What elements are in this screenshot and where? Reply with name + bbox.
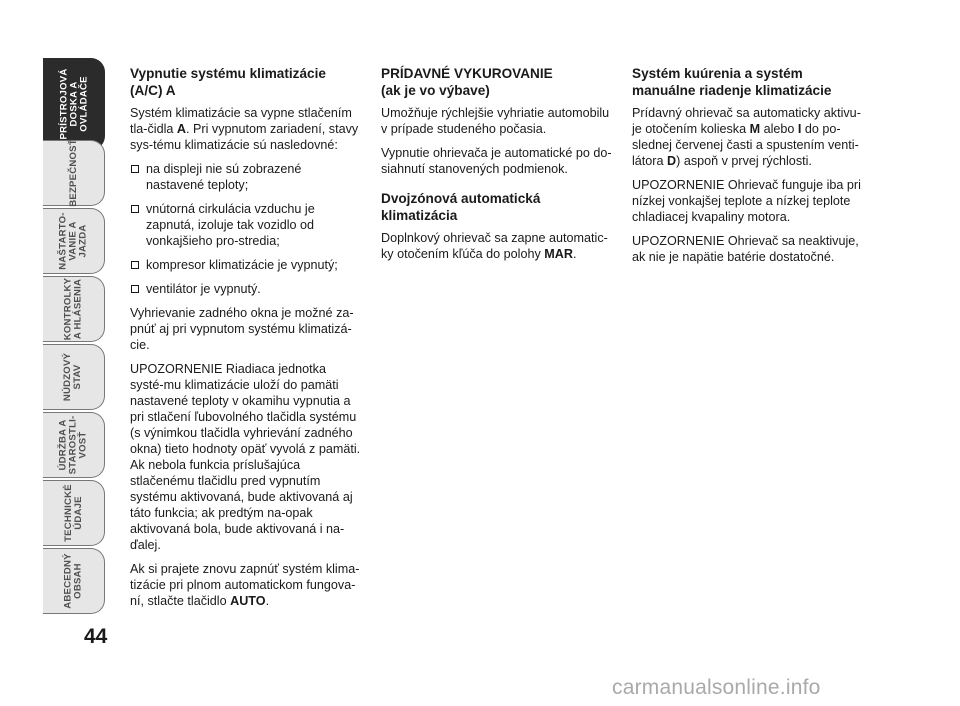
tab-label: PRÍSTROJOVÁ DOSKA A OVLÁDAČE bbox=[58, 68, 89, 140]
text: alebo bbox=[760, 122, 798, 136]
tab-pristrojova-doska[interactable] bbox=[43, 58, 105, 150]
tab-bezpecnost[interactable] bbox=[43, 140, 105, 206]
text: Systém klimatizácie sa vypne stlačením tla-čidla bbox=[130, 106, 352, 136]
key-label: I bbox=[797, 122, 802, 136]
tab-label: KONTROLKY A HLÁSENIA bbox=[62, 277, 84, 341]
paragraph: UPOZORNENIE Ohrievač funguje iba pri nízkej vonkajšej teplote a nízkej teplote chladiacej kvapaliny motora. bbox=[632, 178, 861, 224]
tab-technicke-udaje[interactable] bbox=[43, 480, 105, 546]
paragraph: UPOZORNENIE Ohrievač sa neaktivuje, ak nie je napätie batérie dostatočné. bbox=[632, 234, 859, 264]
tab-label: NÚDZOVÝ STAV bbox=[62, 352, 84, 402]
section-heading bbox=[632, 66, 866, 99]
paragraph bbox=[632, 105, 866, 169]
paragraph bbox=[381, 230, 613, 262]
text: . bbox=[265, 594, 270, 608]
heading-line: (ak je vo výbave) bbox=[381, 82, 490, 98]
heading-line: PRÍDAVNÉ VYKUROVANIE bbox=[381, 66, 553, 81]
paragraph: Vyhrievanie zadného okna je možné za-pnúť aj pri vypnutom systému klimatizá-cie. bbox=[130, 306, 354, 352]
heading-line: Systém kuúrenia a systém bbox=[632, 66, 803, 81]
text: . Pri vypnutom zariadení, stavy sys-tému klimatizácie sú nasledovné: bbox=[130, 122, 359, 152]
text: do po-slednej červenej časti a spustením venti-látora bbox=[632, 122, 859, 168]
tab-label: ÚDRŽBA A STAROSTLI- VOSŤ bbox=[57, 415, 89, 475]
key-label: M bbox=[749, 122, 761, 136]
list-item: na displeji nie sú zobrazené nastavené teploty; bbox=[130, 161, 362, 193]
tab-kontrolky[interactable] bbox=[43, 276, 105, 342]
column-2 bbox=[381, 66, 613, 270]
page-number: 44 bbox=[84, 625, 108, 648]
tab-nastartovanie[interactable] bbox=[43, 208, 105, 274]
key-label: AUTO bbox=[230, 594, 266, 608]
bullet-list bbox=[130, 161, 362, 297]
key-label: A bbox=[176, 122, 187, 136]
text: ) aspoň v prvej rýchlosti. bbox=[676, 154, 812, 168]
tab-label: BEZPEČNOSŤ bbox=[67, 139, 79, 207]
section-heading bbox=[130, 66, 362, 99]
tab-label: TECHNICKÉ ÚDAJE bbox=[62, 484, 84, 542]
heading-line: manuálne riadenje klimatizácie bbox=[632, 82, 832, 98]
tab-udrzba[interactable] bbox=[43, 412, 105, 478]
tab-label: ABECEDNÝ OBSAH bbox=[62, 553, 84, 609]
list-item: kompresor klimatizácie je vypnutý; bbox=[130, 257, 362, 273]
heading-line: klimatizácia bbox=[381, 207, 458, 223]
tab-nudzovy-stav[interactable] bbox=[43, 344, 105, 410]
paragraph: Umožňuje rýchlejšie vyhriatie automobilu v prípade studeného počasia. bbox=[381, 106, 610, 136]
text: Prídavný ohrievač sa automaticky aktivu-je otočením kolieska bbox=[632, 106, 861, 136]
tab-label: NAŠTARTO- VANIE A JAZDA bbox=[57, 212, 89, 270]
paragraph bbox=[130, 561, 362, 609]
heading-line: Dvojzónová automatická bbox=[381, 191, 541, 206]
tab-abecedny-obsah[interactable] bbox=[43, 548, 105, 614]
watermark: carmanualsonline.info bbox=[612, 676, 821, 699]
text: Doplnkový ohrievač sa zapne automatic-ky otočením kľúča do polohy bbox=[381, 231, 608, 261]
key-label: D bbox=[667, 154, 677, 168]
list-item: vnútorná cirkulácia vzduchu je zapnutá, izoluje tak vozidlo od vonkajšieho pro-stredia; bbox=[130, 201, 362, 249]
paragraph: Vypnutie ohrievača je automatické po do-siahnutí stanovených podmienok. bbox=[381, 146, 612, 176]
key-label: MAR bbox=[544, 247, 573, 261]
list-item: ventilátor je vypnutý. bbox=[130, 281, 362, 297]
text: . bbox=[572, 247, 577, 261]
column-1 bbox=[130, 66, 362, 617]
section-heading bbox=[381, 66, 613, 99]
paragraph: UPOZORNENIE Riadiaca jednotka systé-mu klimatizácie uloží do pamäti nastavené teploty v okamihu vypnutia a pri stlačení ľubovolného tlačidla systému (s výnimkou tlačidla vyhrievání zadného okna) tieto hodnoty opäť vyvolá z pamäti. Ak nebola funkcia príslušajúca stlačenému tlačidlu pred vypnutím systému aktivovaná, bude aktivovaná aj táto funkcia; ak predtým na-opak aktivovaná bola, bude aktivovaná i na-ďalej. bbox=[130, 362, 361, 552]
column-3 bbox=[632, 66, 866, 273]
heading-line: (A/C) A bbox=[130, 82, 176, 98]
paragraph bbox=[130, 105, 362, 153]
section-heading bbox=[381, 191, 613, 224]
heading-line: Vypnutie systému klimatizácie bbox=[130, 66, 326, 81]
text: Ak si prajete znovu zapnúť systém klima-tizácie pri plnom automatickom fungova-ní, stlačte tlačidlo bbox=[130, 562, 360, 608]
